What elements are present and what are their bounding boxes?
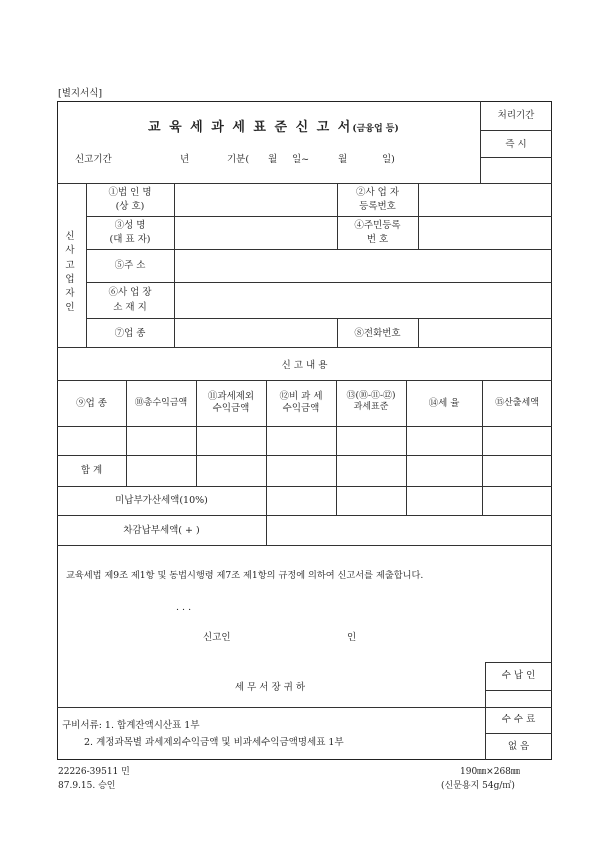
processing-period-label: 처리기간 — [497, 110, 535, 121]
col-header-calculated-tax: ⑮산출세액 — [495, 398, 539, 408]
form-title-main: 교 육 세 과 세 표 준 신 고 서 — [148, 120, 353, 135]
attachment-line-1: 구비서류: 1. 합계잔액시산표 1부 — [62, 720, 200, 731]
corp-name-field[interactable] — [175, 184, 336, 215]
receiver-stamp-label: 수 납 인 — [501, 670, 536, 681]
biz-reg-sub: 등록번호 — [359, 201, 396, 212]
attachment-line-2: 2. 계정과목별 과세제외수익금액 및 비과세수익금액명세표 1부 — [84, 737, 344, 748]
col-header-tax-base: ⑬(⑩-⑪-⑫) 과세표준 — [346, 391, 396, 413]
declaration-statement: 교육세법 제9조 제1항 및 동법시행령 제7조 제1항의 규정에 의하여 신고서를 제출합니다. — [66, 570, 424, 581]
rrn-field[interactable] — [419, 217, 551, 248]
col-header-tax-rate: ⑭세 율 — [428, 398, 460, 409]
biz-place-label: ⑥사 업 장 — [108, 287, 152, 298]
approval-date: 87.9.15. 승인 — [58, 781, 116, 791]
corp-name-label: ①법 인 명 — [108, 187, 152, 198]
year-unit: 년 — [180, 154, 190, 165]
penalty-label: 미납부가산세액(10%) — [115, 495, 208, 506]
col-header-excluded-revenue: ⑪과세제외 수익금액 — [207, 391, 255, 414]
business-type-label: ⑦업 종 — [114, 328, 146, 339]
fee-value: 없 음 — [507, 741, 530, 752]
total-label: 합 계 — [80, 465, 103, 476]
declaration-date: . . . — [176, 602, 192, 613]
biz-place-field[interactable] — [175, 283, 551, 317]
biz-reg-field[interactable] — [419, 184, 551, 215]
declarant-label: 신고인 — [203, 632, 231, 643]
form-title — [148, 120, 399, 136]
rrn-sub: 번 호 — [366, 234, 389, 245]
processing-period-value: 즉 시 — [505, 139, 527, 150]
name-field[interactable] — [175, 217, 336, 248]
day-2: 일) — [382, 154, 395, 165]
name-sub: (대 표 자) — [109, 234, 151, 245]
name-label: ③성 명 — [114, 220, 146, 231]
corp-name-sub: (상 호) — [115, 201, 145, 212]
month-1: 월 — [268, 154, 278, 165]
paper-size: 190㎜×268㎜ — [460, 767, 520, 777]
col-header-business: ⑨업 종 — [76, 398, 107, 409]
addressee: 세 무 서 장 귀 하 — [234, 682, 306, 693]
taxpayer-side-label: 신 사 고업 자 인 — [65, 231, 75, 314]
declarant-signature-field[interactable] — [240, 628, 340, 644]
rrn-label: ④주민등록 — [354, 220, 401, 231]
biz-place-sub: 소 재 지 — [113, 302, 147, 313]
col-header-total-revenue: ⑩총수익금액 — [134, 398, 188, 408]
base-label: 기분( — [227, 154, 250, 165]
form-tag: [별지서식] — [58, 88, 103, 99]
day-1: 일~ — [292, 154, 310, 165]
phone-label: ⑧전화번호 — [354, 328, 401, 339]
col-header-nontaxable-revenue: ⑫비 과 세 수익금액 — [279, 391, 323, 414]
month-2: 월 — [338, 154, 348, 165]
biz-reg-label: ②사 업 자 — [355, 187, 400, 198]
period-label: 신고기간 — [75, 154, 112, 165]
paper-type: (신문용지 54g/㎡) — [441, 781, 515, 791]
phone-field[interactable] — [419, 319, 551, 346]
business-type-field[interactable] — [175, 319, 336, 346]
seal-label: 인 — [347, 632, 357, 643]
fee-label: 수 수 료 — [501, 714, 536, 725]
report-section-title: 신 고 내 용 — [281, 360, 328, 371]
report-row-1[interactable] — [58, 427, 551, 454]
address-label: ⑤주 소 — [114, 260, 146, 271]
form-number: 22226-39511 민 — [58, 767, 130, 777]
form-title-suffix: (금융업 등) — [352, 124, 399, 134]
net-payment-label: 차감납부세액( + ) — [123, 525, 200, 536]
address-field[interactable] — [175, 250, 551, 281]
